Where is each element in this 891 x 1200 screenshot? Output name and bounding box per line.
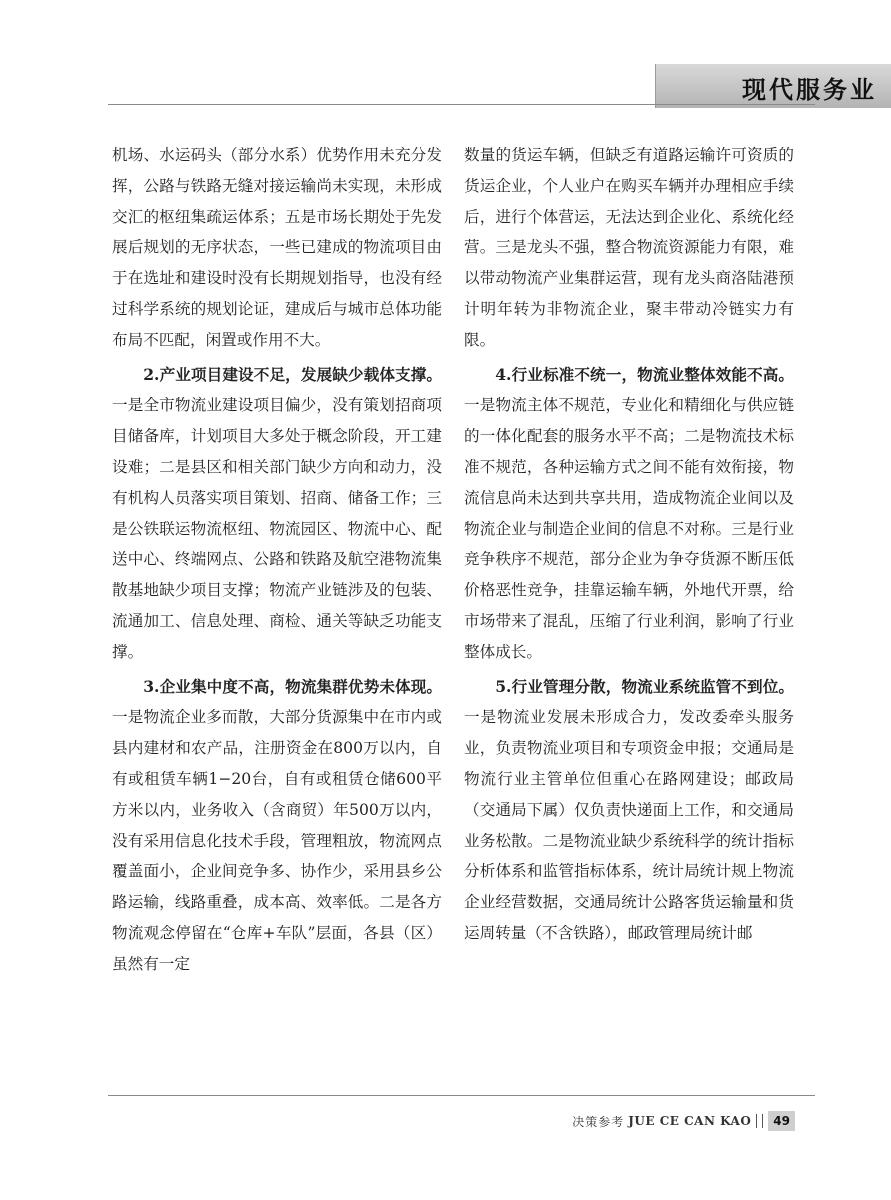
paragraph-heading: 5.行业管理分散，物流业系统监管不到位。 — [495, 676, 794, 696]
separator-bars — [756, 1114, 763, 1128]
page-number: 49 — [768, 1111, 795, 1131]
paragraph-heading: 2.产业项目建设不足，发展缺少载体支撑。 — [143, 364, 442, 384]
paragraph-heading: 3.企业集中度不高，物流集群优势未体现。 — [143, 676, 442, 696]
right-column — [464, 140, 794, 949]
paragraph-continued: 数量的货运车辆，但缺乏有道路运输许可资质的货运企业，个人业户在购买车辆并办理相应手续后，进行个体营运，无法达到企业化、系统化经营。三是龙头不强，整合物流资源能力有限，难以带动物流产业集群运营，现有龙头商洛陆港预计明年转为非物流企业，聚丰带动冷链实力有限。 — [464, 146, 794, 349]
header-divider — [108, 104, 815, 105]
section-title-banner — [655, 64, 891, 108]
footer-divider — [108, 1095, 815, 1096]
paragraph-heading: 4.行业标准不统一，物流业整体效能不高。 — [495, 364, 794, 384]
paragraph-industry-projects — [112, 360, 442, 668]
paragraph-body: 一是物流企业多而散，大部分货源集中在市内或县内建材和农产品，注册资金在800万以内，自有或租赁车辆1−20台，自有或租赁仓储600平方米以内，业务收入（含商贸）年500万以内，没有采用信息化技术手段，管理粗放，物流网点覆盖面小，企业间竞争多、协作少，采用县乡公路运输，线路重叠，成本高、效率低。二是各方物流观念停留在“仓库+车队”层面，各县（区）虽然有一定 — [112, 708, 442, 973]
page-footer — [572, 1110, 795, 1132]
left-column — [112, 140, 442, 980]
paragraph-enterprise-concentration — [112, 672, 442, 980]
journal-name-cn: 决策参考 — [572, 1114, 625, 1129]
paragraph-body: 一是物流业发展未形成合力，发改委牵头服务业，负责物流业项目和专项资金申报；交通局是物流行业主管单位但重心在路网建设；邮政局（交通局下属）仅负责快递面上工作，和交通局业务松散。二是物流业缺少系统科学的统计指标分析体系和监管指标体系，统计局统计规上物流企业经营数据，交通局统计公路客货运输量和货运周转量（不含铁路），邮政管理局统计邮 — [464, 708, 794, 942]
section-title: 现代服务业 — [742, 76, 877, 104]
journal-name-en: JUE CE CAN KAO — [628, 1114, 752, 1128]
paragraph-body: 一是全市物流业建设项目偏少，没有策划招商项目储备库，计划项目大多处于概念阶段，开工建设难；二是县区和相关部门缺少方向和动力，没有机构人员落实项目策划、招商、储备工作；三是公铁联运物流枢纽、物流园区、物流中心、配送中心、终端网点、公路和铁路及航空港物流集散基地缺少项目支撑；物流产业链涉及的包装、流通加工、信息处理、商检、通关等缺乏功能支撑。 — [112, 396, 442, 661]
paragraph-industry-standards — [464, 360, 794, 668]
paragraph-industry-management — [464, 672, 794, 949]
paragraph-continued: 机场、水运码头（部分水系）优势作用未充分发挥，公路与铁路无缝对接运输尚未实现，未形成交汇的枢纽集疏运体系；五是市场长期处于先发展后规划的无序状态，一些已建成的物流项目由于在选址和建设时没有长期规划指导，也没有经过科学系统的规划论证，建成后与城市总体功能布局不匹配，闲置或作用不大。 — [112, 146, 442, 349]
paragraph-body: 一是物流主体不规范，专业化和精细化与供应链的一体化配套的服务水平不高；二是物流技术标准不规范，各种运输方式之间不能有效衔接，物流信息尚未达到共享共用，造成物流企业间以及物流企业与制造企业间的信息不对称。三是行业竞争秩序不规范，部分企业为争夺货源不断压低价格恶性竞争，挂靠运输车辆，外地代开票，给市场带来了混乱，压缩了行业利润，影响了行业整体成长。 — [464, 396, 794, 661]
